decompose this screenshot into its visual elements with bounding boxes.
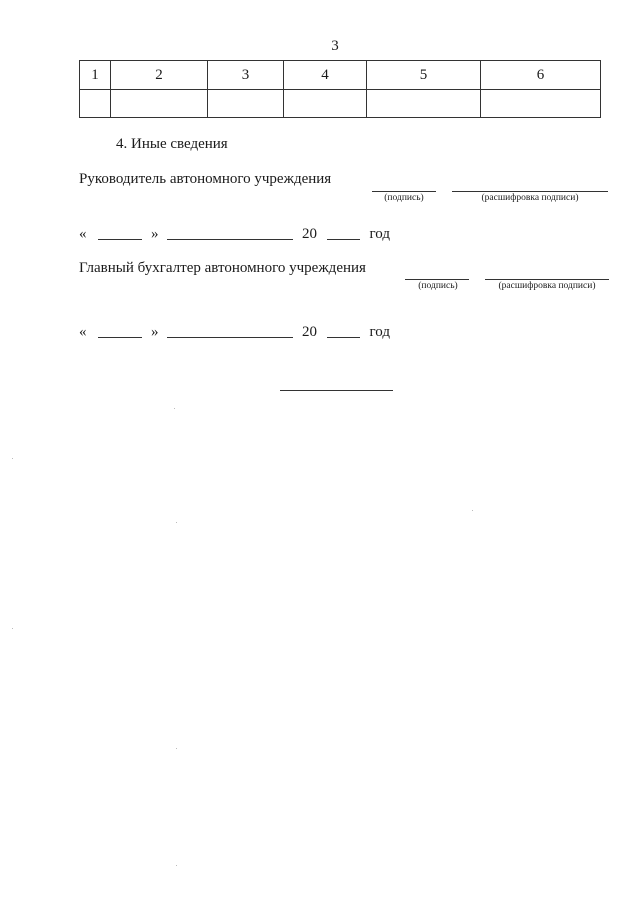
table-header-cell: 6 [481,61,601,90]
year-blank [327,238,360,240]
date-century: 20 [302,226,317,242]
accountant-signature-caption: (подпись) [418,281,458,291]
date-close-quote: » [151,226,159,242]
month-blank [167,238,293,240]
table-cell [481,90,601,118]
table-header-row [80,61,601,90]
scan-speck [176,748,177,749]
scan-speck [176,522,177,523]
date-year-word: год [369,226,390,242]
head-decoding-caption: (расшифровка подписи) [481,193,579,203]
accountant-role-label: Главный бухгалтер автономного учреждения [79,260,366,276]
table-cell [111,90,208,118]
table-cell [80,90,111,118]
data-table [79,60,601,118]
table-cell [367,90,481,118]
day-blank [98,336,142,338]
head-decoding-line [452,191,608,192]
table-header-cell: 1 [80,61,111,90]
date-year-word: год [369,324,390,340]
date-open-quote: « [79,226,87,242]
day-blank [98,238,142,240]
table-cell [284,90,367,118]
table-cell [208,90,284,118]
table-header-cell: 5 [367,61,481,90]
scan-speck [174,408,175,409]
year-blank [327,336,360,338]
accountant-signature-line [405,279,469,280]
scan-speck [12,458,13,459]
table-header-cell: 2 [111,61,208,90]
end-separator-line [280,390,393,391]
page-number: 3 [331,38,339,54]
date-close-quote: » [151,324,159,340]
table-row [80,90,601,118]
head-role-label: Руководитель автономного учреждения [79,171,332,187]
accountant-date-line [79,324,390,341]
scan-speck [12,628,13,629]
head-signature-caption: (подпись) [384,193,424,203]
head-date-line [79,226,390,243]
scan-speck [472,510,473,511]
scan-speck [176,865,177,866]
section-heading: 4. Иные сведения [116,136,228,152]
accountant-decoding-caption: (расшифровка подписи) [498,281,596,291]
date-century: 20 [302,324,317,340]
date-open-quote: « [79,324,87,340]
head-signature-line [372,191,436,192]
accountant-decoding-line [485,279,609,280]
month-blank [167,336,293,338]
table-header-cell: 3 [208,61,284,90]
table-header-cell: 4 [284,61,367,90]
